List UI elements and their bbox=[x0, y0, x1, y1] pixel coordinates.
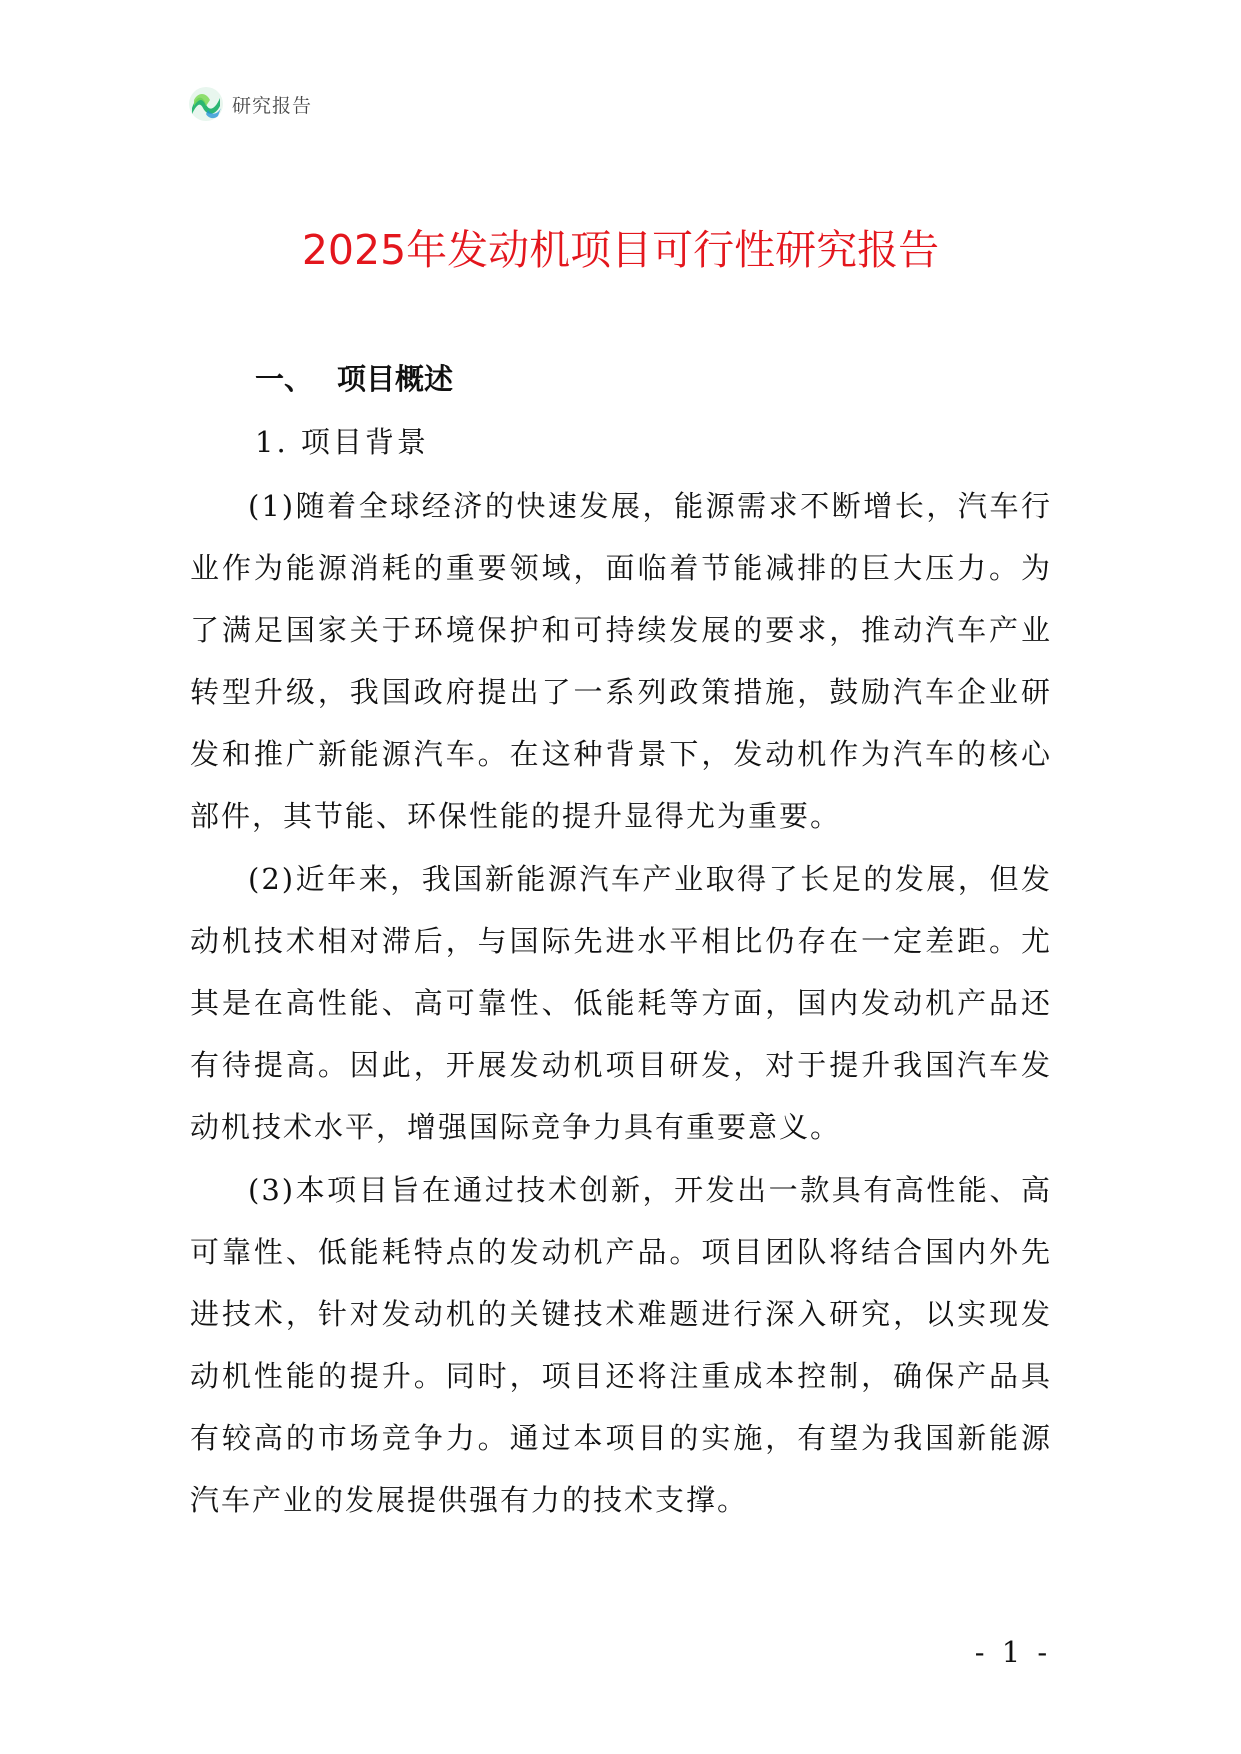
logo-icon bbox=[188, 86, 224, 122]
section-heading bbox=[255, 358, 453, 400]
page-number: - 1 - bbox=[974, 1635, 1052, 1669]
header-label: 研究报告 bbox=[232, 94, 313, 117]
section-title: 项目概述 bbox=[337, 362, 454, 396]
section-number: 一、 bbox=[255, 362, 314, 396]
subsection-heading: 1. 项目背景 bbox=[255, 425, 429, 459]
document-title: 2025年发动机项目可行性研究报告 bbox=[301, 226, 940, 274]
page-header bbox=[188, 86, 312, 122]
paragraph-2: (2)近年来，我国新能源汽车产业取得了长足的发展，但发动机技术相对滞后，与国际先进水平相比仍存在一定差距。尤其是在高性能、高可靠性、低能耗等方面，国内发动机产品还有待提高。因此，开展发动机项目研发，对于提升我国汽车发动机技术水平，增强国际竞争力具有重要意义。 bbox=[190, 862, 1052, 1144]
paragraph-3: (3)本项目旨在通过技术创新，开发出一款具有高性能、高可靠性、低能耗特点的发动机产品。项目团队将结合国内外先进技术，针对发动机的关键技术难题进行深入研究，以实现发动机性能的提升。同时，项目还将注重成本控制，确保产品具有较高的市场竞争力。通过本项目的实施，有望为我国新能源汽车产业的发展提供强有力的技术支撑。 bbox=[190, 1173, 1052, 1517]
paragraph-1: (1)随着全球经济的快速发展，能源需求不断增长，汽车行业作为能源消耗的重要领域，面临着节能减排的巨大压力。为了满足国家关于环境保护和可持续发展的要求，推动汽车产业转型升级，我国政府提出了一系列政策措施，鼓励汽车企业研发和推广新能源汽车。在这种背景下，发动机作为汽车的核心部件，其节能、环保性能的提升显得尤为重要。 bbox=[190, 489, 1052, 833]
